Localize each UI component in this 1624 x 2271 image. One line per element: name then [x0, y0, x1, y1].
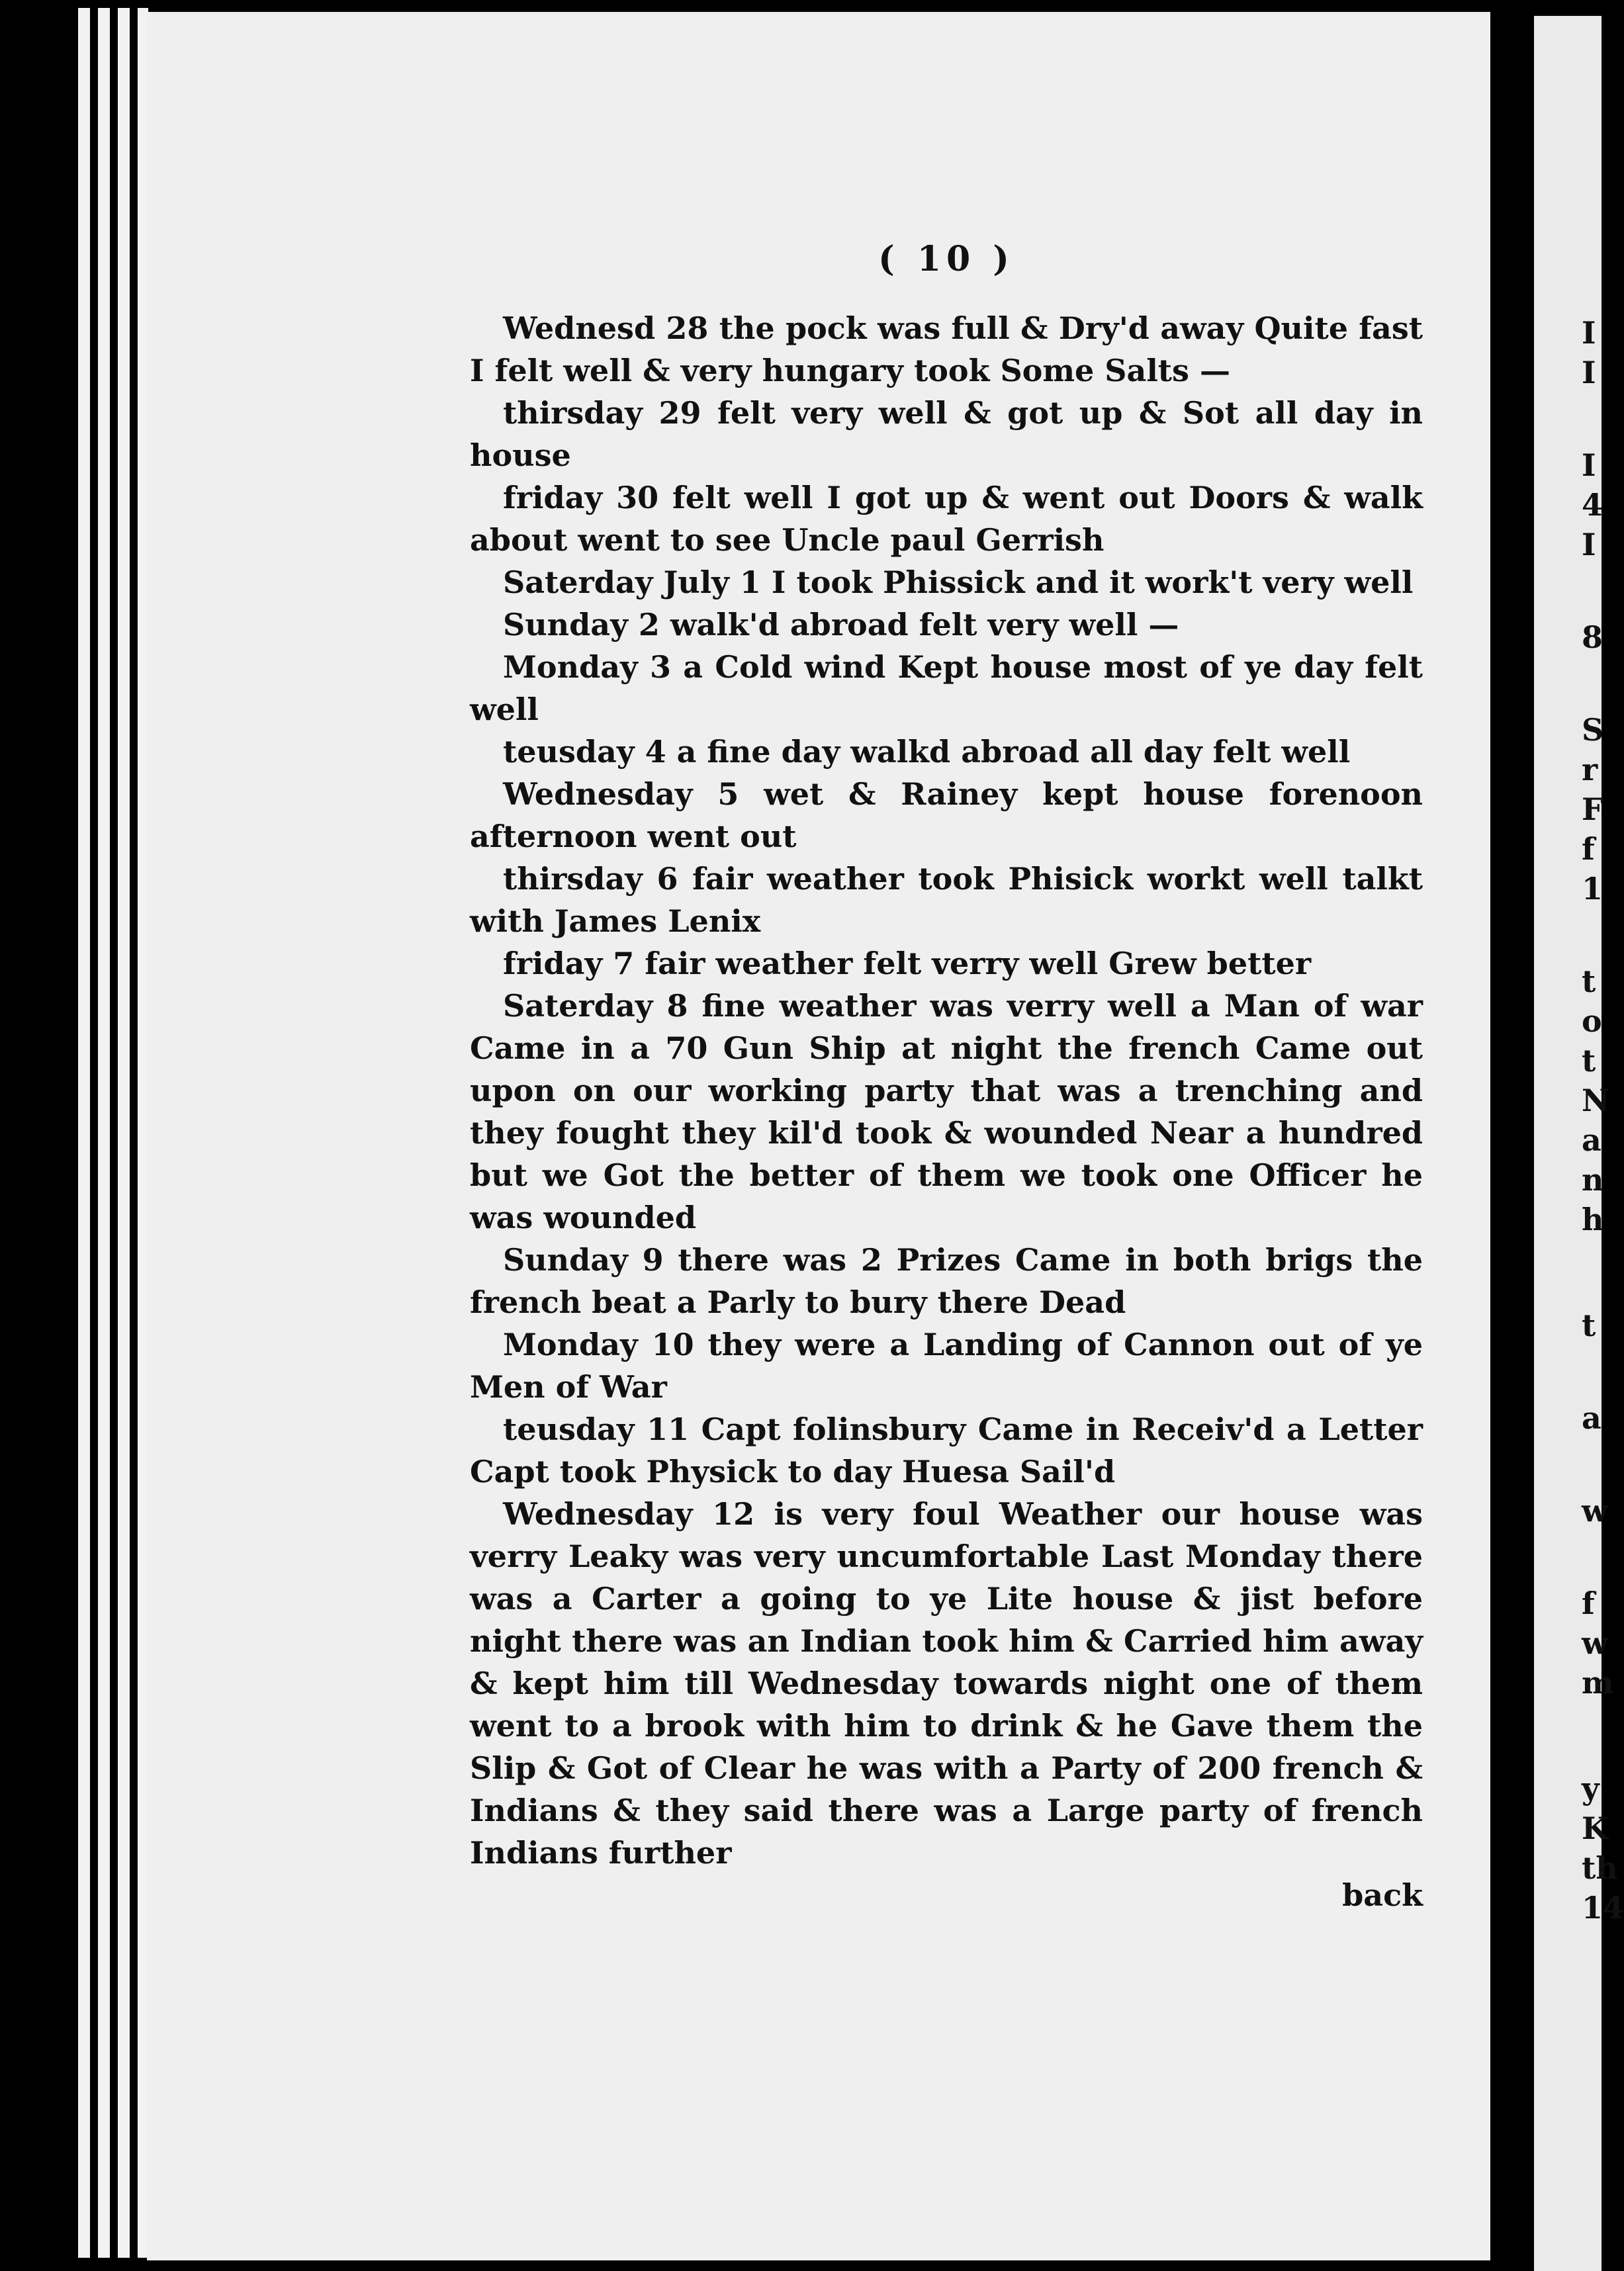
diary-entry: thirsday 6 fair weather took Phisick workt well talkt with James Lenix [470, 861, 1423, 939]
facing-page-fragment: I [1582, 315, 1596, 351]
facing-page-fragment: h [1582, 1202, 1604, 1237]
continuation-word: back [1342, 1877, 1423, 1913]
facing-page-fragment: F [1582, 791, 1603, 827]
diary-entry: Saterday 8 fine weather was verry well a Man of war Came in a 70 Gun Ship at night the french Came out upon on our working party that was a trenching and they fought they kil'd took & wounded Near a hundred but we Got the better of them we took one Officer he was wounded [470, 988, 1423, 1235]
page-edge [78, 8, 90, 2258]
diary-entry: teusday 11 Capt folinsbury Came in Receiv'd a Letter Capt took Physick to day Huesa Sail'd [470, 1411, 1423, 1490]
facing-page-fragment: f [1582, 831, 1595, 867]
facing-page-fragment: 1 [1582, 871, 1603, 907]
book-gutter [1490, 20, 1535, 2271]
facing-page-fragment: I [1582, 447, 1596, 483]
diary-entry: Wednesd 28 the pock was full & Dry'd away Quite fast I felt well & very hungary took Some Salts — [470, 310, 1423, 388]
facing-page-fragment: f [1582, 1585, 1595, 1621]
page-edge [98, 8, 110, 2258]
diary-entry: friday 30 felt well I got up & went out Doors & walk about went to see Uncle paul Gerrish [470, 480, 1423, 558]
facing-page-fragment: t [1582, 1043, 1596, 1079]
facing-page-fragment: 8 [1582, 619, 1603, 655]
facing-page-fragment: 14 [1582, 1890, 1624, 1926]
facing-page-fragment: t [1582, 1308, 1596, 1343]
facing-page-fragment: th [1582, 1850, 1618, 1886]
facing-page-fragment: N [1582, 1083, 1610, 1118]
diary-entry: thirsday 29 felt very well & got up & Sot all day in house [470, 395, 1423, 473]
facing-page-fragment: S [1582, 712, 1604, 748]
facing-page-fragment: w [1582, 1625, 1608, 1661]
facing-page-fragment: I [1582, 355, 1596, 390]
diary-entry: Monday 10 they were a Landing of Cannon out of ye Men of War [470, 1327, 1423, 1405]
diary-entry: Wednesday 5 wet & Rainey kept house forenoon afternoon went out [470, 776, 1423, 854]
facing-page-fragment: a [1582, 1122, 1601, 1158]
facing-page-fragment: w [1582, 1493, 1608, 1529]
diary-entry: teusday 4 a fine day walkd abroad all day felt well [503, 734, 1351, 770]
diary-entry: Saterday July 1 I took Phissick and it work't very well [503, 564, 1414, 600]
page-text [470, 238, 1423, 1916]
diary-entry: Monday 3 a Cold wind Kept house most of ye day felt well [470, 649, 1423, 727]
facing-page-fragment: r [1582, 752, 1598, 787]
facing-page-fragment: m [1582, 1665, 1614, 1701]
facing-page-fragment: y [1582, 1771, 1600, 1806]
diary-entry: Wednesday 12 is very foul Weather our house was verry Leaky was very uncumfortable Last Monday there was a Carter a going to ye Lite house & jist before night there was an Indian took him & Carried him away & kept him till Wednesday towards night one of them went to a brook with him to drink & he Gave them the Slip & Got of Clear he was with a Party of 200 french & Indians & they said there was a Large party of french Indians further [470, 1496, 1423, 1871]
diary-entry: friday 7 fair weather felt verry well Grew better [503, 946, 1312, 981]
facing-page-fragment: I [1582, 527, 1596, 562]
page-edge [118, 8, 130, 2258]
facing-page-fragment: t [1582, 963, 1596, 999]
diary-entry: Sunday 2 walk'd abroad felt very well — [503, 607, 1179, 643]
facing-page-fragment: a [1582, 1400, 1601, 1436]
facing-page-fragment: K [1582, 1810, 1608, 1846]
page-number: ( 10 ) [878, 239, 1015, 279]
diary-entry: Sunday 9 there was 2 Prizes Came in both brigs the french beat a Parly to bury there Dead [470, 1242, 1423, 1320]
facing-page-fragment: o [1582, 1003, 1602, 1039]
facing-page-fragment: 4 [1582, 487, 1603, 523]
facing-page-fragment: n [1582, 1162, 1604, 1198]
